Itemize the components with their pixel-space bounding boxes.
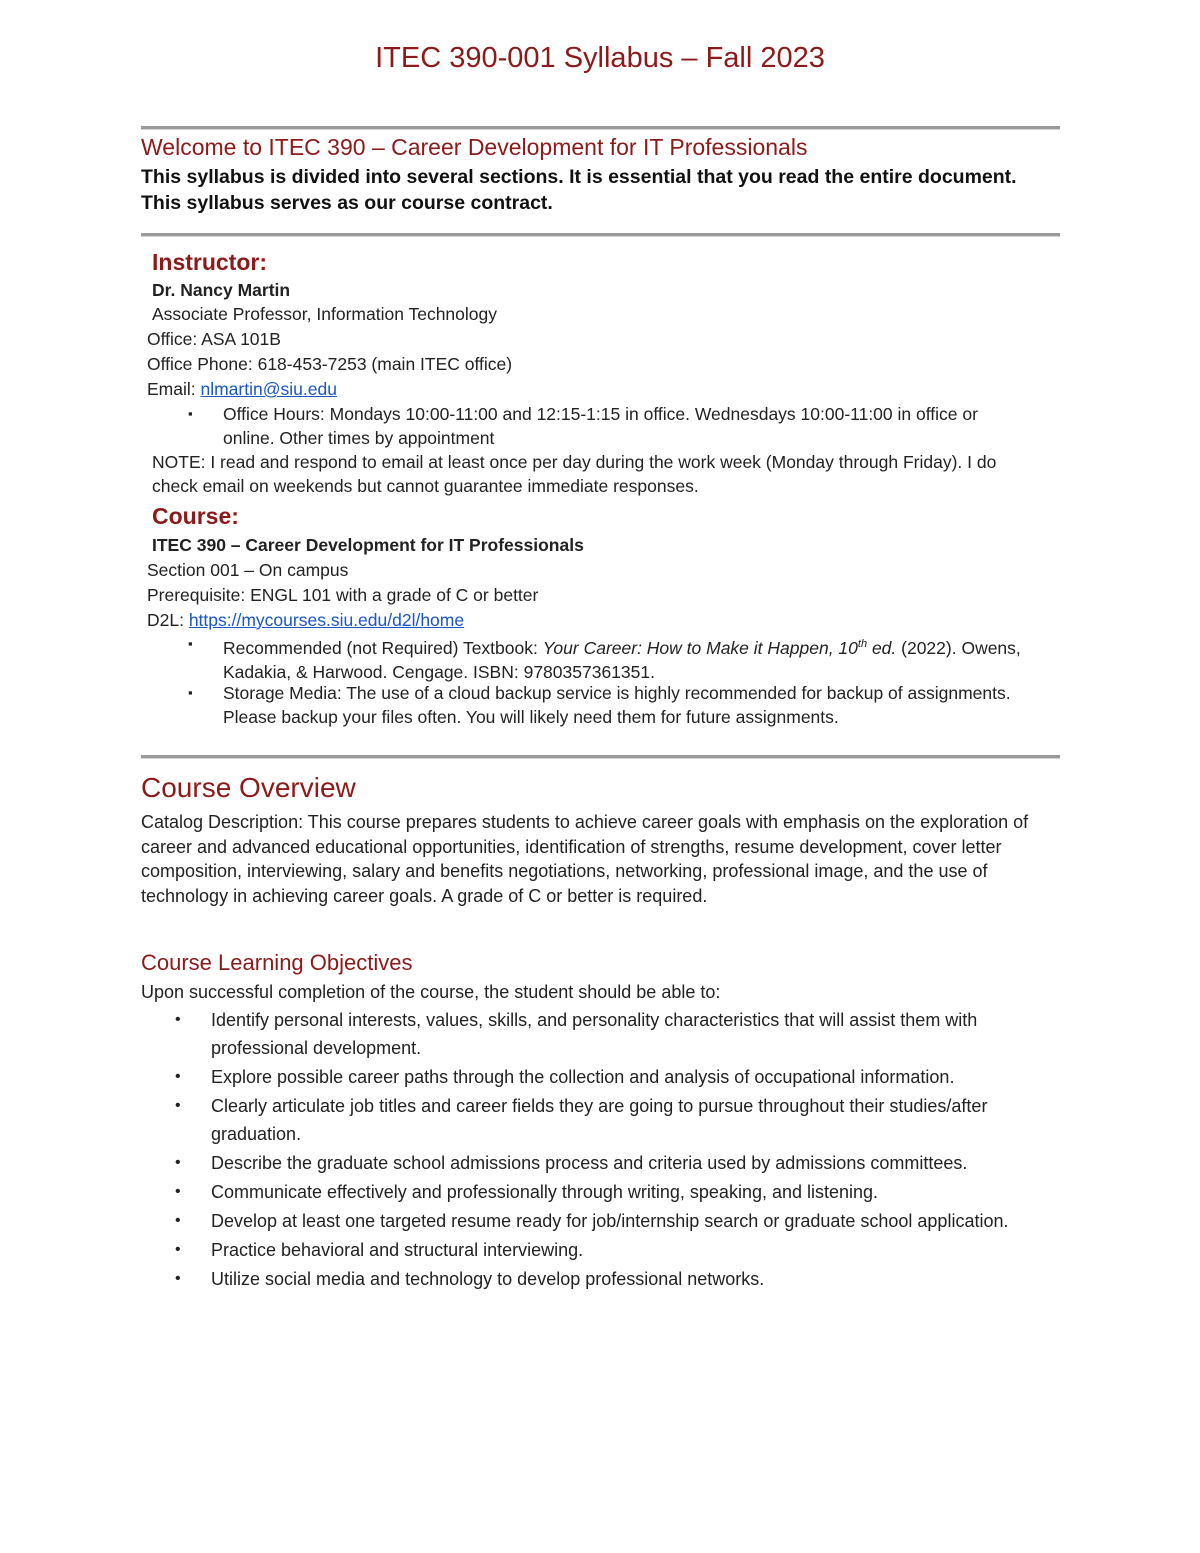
bullet-icon: • — [175, 1183, 181, 1200]
storage-text: Storage Media: The use of a cloud backup service is highly recommended for backup of assignments. Please backup your files often. You will likely need them for future assignments. — [223, 683, 1011, 727]
bullet-icon: • — [175, 1154, 181, 1171]
d2l-link[interactable]: https://mycourses.siu.edu/d2l/home — [188, 610, 465, 630]
instructor-name: Dr. Nancy Martin — [152, 280, 291, 300]
document-title: ITEC 390-001 Syllabus – Fall 2023 — [375, 42, 825, 74]
list-item: • Identify personal interests, values, skills, and personality characteristics that will assist them with professional development. — [141, 1006, 1071, 1062]
instructor-position: Associate Professor, Information Technology — [152, 304, 498, 324]
divider — [141, 755, 1060, 759]
d2l-label: D2L: — [147, 610, 189, 630]
instructor-note: NOTE: I read and respond to email at least once per day during the work week (Monday through Friday). I do check email on weekends but cannot guarantee immediate responses. — [152, 452, 997, 496]
bullet-icon: • — [175, 1097, 181, 1114]
objectives-heading: Course Learning Objectives — [141, 950, 413, 975]
course-prerequisite: Prerequisite: ENGL 101 with a grade of C or better — [147, 585, 539, 605]
textbook-prefix: Recommended (not Required) Textbook: — [223, 637, 543, 658]
list-item: • Clearly articulate job titles and career fields they are going to pursue throughout their studies/after graduation. — [141, 1092, 1071, 1148]
bullet-icon: • — [175, 1212, 181, 1229]
welcome-text: This syllabus is divided into several sections. It is essential that you read the entire document. This syllabus serves as our course contract. — [141, 166, 1017, 214]
instructor-label: Instructor: — [152, 249, 267, 275]
bullet-icon: ▪ — [188, 636, 193, 651]
email-label: Email: — [147, 379, 201, 399]
email-link[interactable]: nlmartin@siu.edu — [200, 379, 337, 399]
objectives-list — [141, 1006, 1071, 1294]
bullet-icon: ▪ — [188, 406, 193, 421]
catalog-description: Catalog Description: This course prepares students to achieve career goals with emphasis on the exploration of career and advanced educational opportunities, identification of strengths, resume development, cover letter composition, interviewing, salary and benefits negotiations, networking, professional image, and the use of technology in achieving career goals. A grade of C or better is required. — [141, 812, 1029, 906]
textbook-title: Your Career: How to Make it Happen, 10th ed. — [542, 637, 897, 658]
welcome-heading: Welcome to ITEC 390 – Career Development for IT Professionals — [141, 134, 808, 160]
list-item: • Utilize social media and technology to develop professional networks. — [141, 1265, 1071, 1293]
list-item: • Describe the graduate school admissions process and criteria used by admissions committees. — [141, 1149, 1071, 1177]
instructor-email-line — [147, 377, 337, 401]
bullet-icon: • — [175, 1011, 181, 1028]
office-hours-text: Office Hours: Mondays 10:00-11:00 and 12:15-1:15 in office. Wednesdays 10:00-11:00 in office or online. Other times by appointment — [223, 404, 978, 448]
textbook-item — [188, 632, 1043, 684]
objectives-intro: Upon successful completion of the course, the student should be able to: — [141, 982, 721, 1002]
course-section: Section 001 – On campus — [147, 560, 349, 580]
list-item: • Practice behavioral and structural interviewing. — [141, 1236, 1071, 1264]
instructor-office: Office: ASA 101B — [147, 329, 281, 349]
bullet-icon: • — [175, 1270, 181, 1287]
course-name: ITEC 390 – Career Development for IT Professionals — [152, 535, 584, 555]
textbook-suffix: (2022). Owens, Kadakia, & Harwood. Cengage. ISBN: 9780357361351. — [223, 637, 1021, 682]
bullet-icon: • — [175, 1068, 181, 1085]
list-item: • Explore possible career paths through the collection and analysis of occupational information. — [141, 1063, 1071, 1091]
instructor-phone: Office Phone: 618-453-7253 (main ITEC office) — [147, 354, 513, 374]
bullet-icon: • — [175, 1241, 181, 1258]
office-hours-item — [188, 402, 1023, 450]
bullet-icon: ▪ — [188, 685, 193, 700]
overview-heading: Course Overview — [141, 772, 356, 803]
course-label: Course: — [152, 503, 239, 529]
storage-item — [188, 681, 1043, 729]
divider — [141, 126, 1060, 130]
list-item: • Develop at least one targeted resume ready for job/internship search or graduate school application. — [141, 1207, 1071, 1235]
divider — [141, 233, 1060, 237]
d2l-line — [147, 608, 464, 632]
list-item: • Communicate effectively and professionally through writing, speaking, and listening. — [141, 1178, 1071, 1206]
